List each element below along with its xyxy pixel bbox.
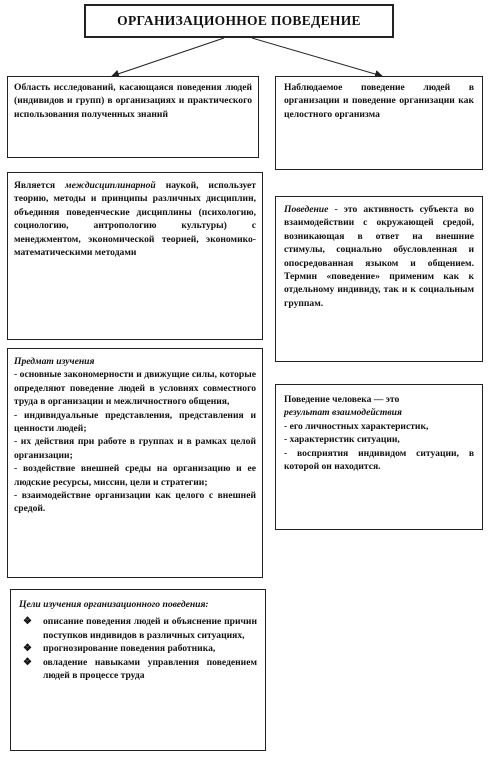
subject-item: - их действия при работе в группах и в рамках целой организации; xyxy=(14,436,256,461)
arrow-right xyxy=(252,38,382,76)
main-title xyxy=(84,4,394,38)
goals-list xyxy=(19,615,257,682)
human-behavior-box xyxy=(275,384,483,530)
main-title-text: ОРГАНИЗАЦИОННОЕ ПОВЕДЕНИЕ xyxy=(117,13,361,28)
human-behavior-emph: результат взаимодействия xyxy=(284,407,402,419)
diamond-bullet-icon: ❖ xyxy=(23,643,32,655)
subject-item: - индивидуальные представления, представления и ценности людей; xyxy=(14,409,256,435)
research-area-box xyxy=(7,76,259,158)
study-goals-box xyxy=(10,589,266,751)
goals-item xyxy=(19,656,257,683)
subject-item: - воздействие внешней среды на организацию и ее людские ресурсы, миссии, цели и стратегии; xyxy=(14,463,256,488)
human-behavior-line1: Поведение человека — это xyxy=(284,394,400,405)
behavior-definition-rest: - это активность субъекта во взаимодействии с окружающей средой, возникающая в ответ на внешние стимулы, социально обусловленная и опосредованная языком и общением. Термин «поведение» применим как к отдельному индивиду, так и к социальным группам. xyxy=(284,204,474,309)
goals-item-text: прогнозирование поведения работника, xyxy=(43,643,216,655)
behavior-definition-text xyxy=(284,203,474,310)
human-behavior-item: - восприятия индивидом ситуации, в которой он находится. xyxy=(284,447,474,473)
subject-item: - основные закономерности и движущие силы, которые определяют поведение людей в условиях совместного труда в организации и межличностного общения, xyxy=(14,369,256,408)
interdisciplinary-box xyxy=(7,172,263,340)
arrow-left xyxy=(112,38,224,76)
interdisciplinary-rest: наукой, использует теорию, методы и принципы различных дисциплин, объединяя поведенческие дисциплины (психологию, социологию, антропологию культуры) с менеджментом, экономической теорией, экономико-математическими методами xyxy=(14,180,256,259)
diamond-bullet-icon: ❖ xyxy=(23,656,32,668)
interdisciplinary-text xyxy=(14,179,256,259)
research-area-text: Область исследований, касающаяся поведения людей (индивидов и групп) в организациях и практического использования полученных знаний xyxy=(14,82,252,120)
goals-item xyxy=(19,615,257,642)
goals-heading: Цели изучения организационного поведения: xyxy=(19,599,209,610)
behavior-definition-box xyxy=(275,196,483,362)
goals-item xyxy=(19,642,257,655)
goals-item-text: описание поведения людей и объяснение причин поступков индивидов в различных ситуациях, xyxy=(43,616,257,641)
observed-behavior-box xyxy=(275,76,483,170)
goals-item-text: овладение навыками управления поведением людей в процессе труда xyxy=(43,656,257,682)
subject-heading: Предмат изучения xyxy=(14,356,95,367)
human-behavior-item: - его личностных характеристик, xyxy=(284,420,429,432)
observed-behavior-text: Наблюдаемое поведение людей в организации и поведение организации как целостного организма xyxy=(284,82,474,120)
interdisciplinary-emph: междисциплинарной xyxy=(65,180,156,191)
subject-item: - взаимодействие организации как целого с внешней средой. xyxy=(14,490,256,515)
interdisciplinary-prefix: Является xyxy=(14,180,56,191)
human-behavior-item: - характеристик ситуации, xyxy=(284,434,400,446)
subject-of-study-box xyxy=(7,348,263,578)
diamond-bullet-icon: ❖ xyxy=(23,616,32,628)
behavior-term: Поведение xyxy=(284,204,329,215)
